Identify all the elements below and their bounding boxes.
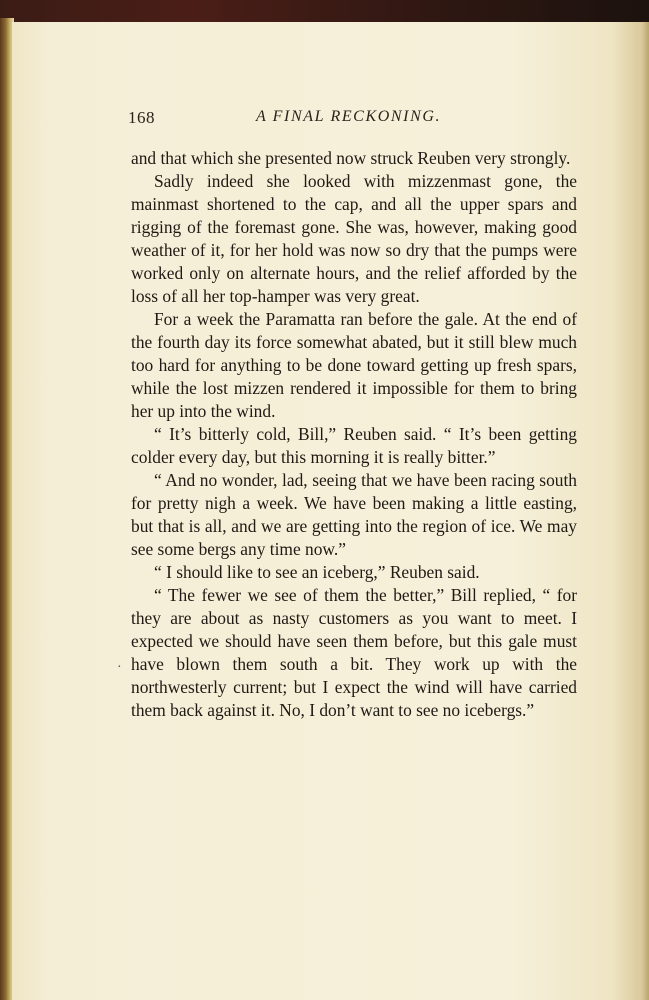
paragraph: “ The fewer we see of them the better,” Bill replied, “ for they are about as nasty customers as you want to meet. I expected we should have seen them before, but this gale must have blown them south a bit. They work up with the northwesterly current; but I expect the wind will have carried them back against it. No, I don’t want to see no icebergs.” (131, 585, 577, 720)
page-number: 168 (128, 108, 155, 127)
body-text (131, 147, 577, 722)
running-header (128, 108, 588, 130)
paragraph: “ I should like to see an iceberg,” Reuben said. (154, 562, 480, 582)
paragraph: and that which she presented now struck Reuben very strongly. (131, 148, 571, 168)
margin-mark: · (117, 660, 122, 675)
running-title: A FINAL RECKONING. (256, 108, 442, 125)
paragraph: For a week the Paramatta ran before the gale. At the end of the fourth day its force somewhat abated, but it still blew much too hard for anything to be done toward getting up fresh spars, while the lost mizzen rendered it impossible for them to bring her up into the wind. (131, 309, 577, 421)
paragraph: “ And no wonder, lad, seeing that we have been racing south for pretty nigh a week. We have been making a little easting, but that is all, and we are getting into the region of ice. We may see some bergs any time now.” (131, 470, 577, 559)
book-top-edge (0, 0, 649, 24)
paragraph: “ It’s bitterly cold, Bill,” Reuben said. “ It’s been getting colder every day, but this morning it is really bitter.” (131, 424, 577, 467)
paragraph: Sadly indeed she looked with mizzenmast gone, the mainmast shortened to the cap, and all the upper spars and rigging of the foremast gone. She was, however, making good weather of it, for her hold was now so dry that the pumps were worked only on alternate hours, and the relief afforded by the loss of all her top-hamper was very great. (131, 171, 577, 306)
